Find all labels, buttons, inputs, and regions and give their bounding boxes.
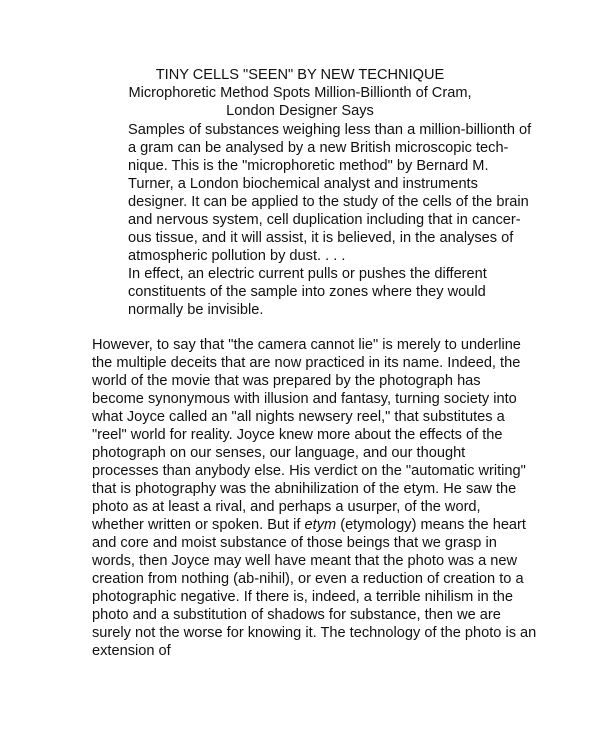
quote-line: nique. This is the "microphoretic method" by Bernard M. xyxy=(128,158,489,174)
body-line: photo as at least a rival, and perhaps a usurper, of the word, xyxy=(92,499,481,515)
body-line: become synonymous with illusion and fantasy, turning society into xyxy=(92,391,517,407)
quote-line: ous tissue, and it will assist, it is believed, in the analyses of xyxy=(128,230,514,246)
quote-line: In effect, an electric current pulls or pushes the different xyxy=(128,266,487,282)
body-text-segment: whether written or spoken. But if xyxy=(92,517,305,533)
body-line: surely not the worse for knowing it. The technology of the photo is an xyxy=(92,625,537,641)
article-subhead-line-1: Microphoretic Method Spots Million-Billionth of Cram, xyxy=(128,85,472,101)
body-line: what Joyce called an "all nights newsery reel," that substitutes a xyxy=(92,409,505,425)
article-headline: TINY CELLS "SEEN" BY NEW TECHNIQUE xyxy=(155,67,445,83)
article-subhead-line-2: London Designer Says xyxy=(226,103,374,119)
body-line: and core and moist substance of those beings that we grasp in xyxy=(92,535,497,551)
body-line-with-italic xyxy=(92,516,526,534)
body-line: photograph on our senses, our language, and our thought xyxy=(92,445,466,461)
quote-line: Samples of substances weighing less than a million-billionth of xyxy=(128,122,532,138)
quote-line: designer. It can be applied to the study of the cells of the brain xyxy=(128,194,529,210)
body-line: However, to say that "the camera cannot lie" is merely to underline xyxy=(92,337,521,353)
body-line: photo and a substitution of shadows for substance, then we are xyxy=(92,607,501,623)
italic-term: etym xyxy=(304,517,337,533)
body-line: the multiple deceits that are now practiced in its name. Indeed, the xyxy=(92,355,521,371)
body-line: photographic negative. If there is, indeed, a terrible nihilism in the xyxy=(92,589,514,605)
body-line: creation from nothing (ab-nihil), or even a reduction of creation to a xyxy=(92,571,524,587)
quote-line: normally be invisible. xyxy=(128,302,264,318)
body-line: world of the movie that was prepared by the photograph has xyxy=(92,373,481,389)
quote-line: constituents of the sample into zones where they would xyxy=(128,284,486,300)
body-line: "reel" world for reality. Joyce knew more about the effects of the xyxy=(92,427,503,443)
body-line: extension of xyxy=(92,643,171,659)
body-line: that is photography was the abnihilization of the etym. He saw the xyxy=(92,481,517,497)
body-line: processes than anybody else. His verdict on the "automatic writing" xyxy=(92,463,526,479)
quote-line: Turner, a London biochemical analyst and instruments xyxy=(128,176,478,192)
quote-line: a gram can be analysed by a new British microscopic tech- xyxy=(128,140,509,156)
quote-line: and nervous system, cell duplication including that in cancer- xyxy=(128,212,521,228)
body-text-segment: (etymology) means the heart xyxy=(336,517,526,533)
body-line: words, then Joyce may well have meant that the photo was a new xyxy=(92,553,518,569)
quote-line: atmospheric pollution by dust. . . . xyxy=(128,248,346,264)
